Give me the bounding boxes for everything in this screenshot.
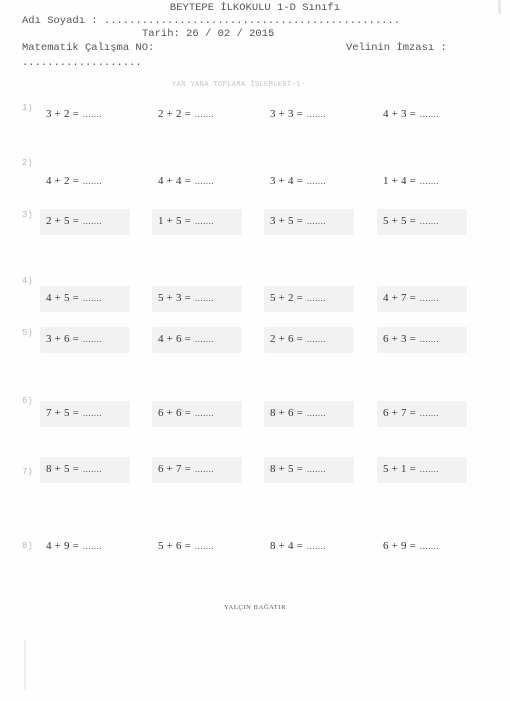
addition-problem xyxy=(158,108,214,120)
addition-problem xyxy=(46,108,102,120)
problem-equation: 6 + 6 = xyxy=(158,407,192,419)
problem-equation: 4 + 6 = xyxy=(158,333,192,345)
answer-blank[interactable]: ....... xyxy=(306,176,327,186)
answer-blank[interactable]: ....... xyxy=(82,541,103,551)
answer-blank[interactable]: ....... xyxy=(194,293,215,303)
problem-equation: 4 + 5 = xyxy=(46,292,80,304)
addition-problem xyxy=(270,175,326,187)
problem-equation: 2 + 2 = xyxy=(158,108,192,120)
problem-equation: 7 + 5 = xyxy=(46,407,80,419)
answer-blank[interactable]: ....... xyxy=(419,408,440,418)
problem-equation: 3 + 2 = xyxy=(46,108,80,120)
addition-problem xyxy=(158,463,214,475)
answer-blank[interactable]: ....... xyxy=(194,334,215,344)
addition-problem xyxy=(383,108,439,120)
date-line: Tarih: 26 / 02 / 2015 xyxy=(142,28,275,40)
addition-problem xyxy=(158,333,214,345)
school-title: BEYTEPE İLKOKULU 1-D Sınıfı xyxy=(169,2,341,14)
addition-problem xyxy=(46,463,102,475)
answer-blank[interactable]: ....... xyxy=(82,464,103,474)
addition-problem xyxy=(383,292,439,304)
row-number: 2) xyxy=(22,158,33,168)
answer-blank[interactable]: ....... xyxy=(82,109,103,119)
problem-equation: 5 + 6 = xyxy=(158,540,192,552)
problem-equation: 5 + 1 = xyxy=(383,463,417,475)
row-number: 1) xyxy=(22,103,33,113)
addition-problem xyxy=(158,540,214,552)
row-number: 7) xyxy=(22,467,33,477)
class-number-label: Matematik Çalışma NO: xyxy=(22,42,155,54)
answer-blank[interactable]: ....... xyxy=(306,464,327,474)
problem-equation: 8 + 5 = xyxy=(270,463,304,475)
problem-equation: 5 + 3 = xyxy=(158,292,192,304)
addition-problem xyxy=(270,108,326,120)
answer-blank[interactable]: ....... xyxy=(419,216,440,226)
answer-blank[interactable]: ....... xyxy=(419,334,440,344)
addition-problem xyxy=(158,215,214,227)
problem-equation: 6 + 9 = xyxy=(383,540,417,552)
problem-equation: 6 + 7 = xyxy=(383,407,417,419)
answer-blank[interactable]: ....... xyxy=(82,176,103,186)
addition-problem xyxy=(270,463,326,475)
answer-blank[interactable]: ....... xyxy=(419,541,440,551)
answer-blank[interactable]: ....... xyxy=(419,464,440,474)
problem-equation: 5 + 2 = xyxy=(270,292,304,304)
problem-equation: 6 + 7 = xyxy=(158,463,192,475)
answer-blank[interactable]: ....... xyxy=(82,334,103,344)
row-number: 5) xyxy=(22,328,33,338)
problem-equation: 4 + 2 = xyxy=(46,175,80,187)
problem-equation: 4 + 4 = xyxy=(158,175,192,187)
row-number: 6) xyxy=(22,396,33,406)
addition-problem xyxy=(158,407,214,419)
answer-blank[interactable]: ....... xyxy=(194,464,215,474)
problem-equation: 2 + 5 = xyxy=(46,215,80,227)
problem-equation: 5 + 5 = xyxy=(383,215,417,227)
answer-blank[interactable]: ....... xyxy=(419,176,440,186)
number-dots: ................... xyxy=(22,57,142,69)
answer-blank[interactable]: ....... xyxy=(306,541,327,551)
answer-blank[interactable]: ....... xyxy=(82,293,103,303)
addition-problem xyxy=(383,175,439,187)
problem-equation: 4 + 3 = xyxy=(383,108,417,120)
row-number: 4) xyxy=(22,276,33,286)
answer-blank[interactable]: ....... xyxy=(194,408,215,418)
addition-problem xyxy=(270,407,326,419)
addition-problem xyxy=(46,407,102,419)
problem-equation: 3 + 5 = xyxy=(270,215,304,227)
answer-blank[interactable]: ....... xyxy=(306,293,327,303)
answer-blank[interactable]: ....... xyxy=(419,109,440,119)
addition-problem xyxy=(383,540,439,552)
problem-equation: 8 + 5 = xyxy=(46,463,80,475)
addition-problem xyxy=(383,333,439,345)
name-line: Adı Soyadı : ............................................... xyxy=(22,15,401,27)
problem-equation: 4 + 7 = xyxy=(383,292,417,304)
answer-blank[interactable]: ....... xyxy=(194,541,215,551)
parent-signature-label: Velinin İmzası : xyxy=(346,42,447,54)
addition-problem xyxy=(270,540,326,552)
problem-equation: 6 + 3 = xyxy=(383,333,417,345)
addition-problem xyxy=(158,292,214,304)
addition-problem xyxy=(270,333,326,345)
author-name: YALÇIN BAĞATIR xyxy=(223,604,287,611)
answer-blank[interactable]: ....... xyxy=(82,216,103,226)
addition-problem xyxy=(383,215,439,227)
problem-equation: 8 + 4 = xyxy=(270,540,304,552)
answer-blank[interactable]: ....... xyxy=(194,176,215,186)
answer-blank[interactable]: ....... xyxy=(194,216,215,226)
answer-blank[interactable]: ....... xyxy=(419,293,440,303)
addition-problem xyxy=(158,175,214,187)
problem-equation: 3 + 6 = xyxy=(46,333,80,345)
addition-problem xyxy=(270,215,326,227)
problem-equation: 1 + 4 = xyxy=(383,175,417,187)
problem-equation: 3 + 4 = xyxy=(270,175,304,187)
answer-blank[interactable]: ....... xyxy=(306,216,327,226)
addition-problem xyxy=(383,463,439,475)
row-number: 8) xyxy=(22,541,33,551)
addition-problem xyxy=(46,540,102,552)
problem-equation: 4 + 9 = xyxy=(46,540,80,552)
addition-problem xyxy=(46,175,102,187)
answer-blank[interactable]: ....... xyxy=(306,109,327,119)
problem-equation: 8 + 6 = xyxy=(270,407,304,419)
worksheet-subtitle: YAN YANA TOPLAMA İŞLEMLERİ-1- xyxy=(172,81,306,89)
row-number: 3) xyxy=(22,210,33,220)
problem-equation: 1 + 5 = xyxy=(158,215,192,227)
answer-blank[interactable]: ....... xyxy=(306,408,327,418)
addition-problem xyxy=(46,292,102,304)
answer-blank[interactable]: ....... xyxy=(306,334,327,344)
addition-problem xyxy=(46,333,102,345)
answer-blank[interactable]: ....... xyxy=(82,408,103,418)
scan-mark xyxy=(24,640,26,690)
addition-problem xyxy=(46,215,102,227)
problem-equation: 2 + 6 = xyxy=(270,333,304,345)
addition-problem xyxy=(383,407,439,419)
problem-equation: 3 + 3 = xyxy=(270,108,304,120)
answer-blank[interactable]: ....... xyxy=(194,109,215,119)
addition-problem xyxy=(270,292,326,304)
